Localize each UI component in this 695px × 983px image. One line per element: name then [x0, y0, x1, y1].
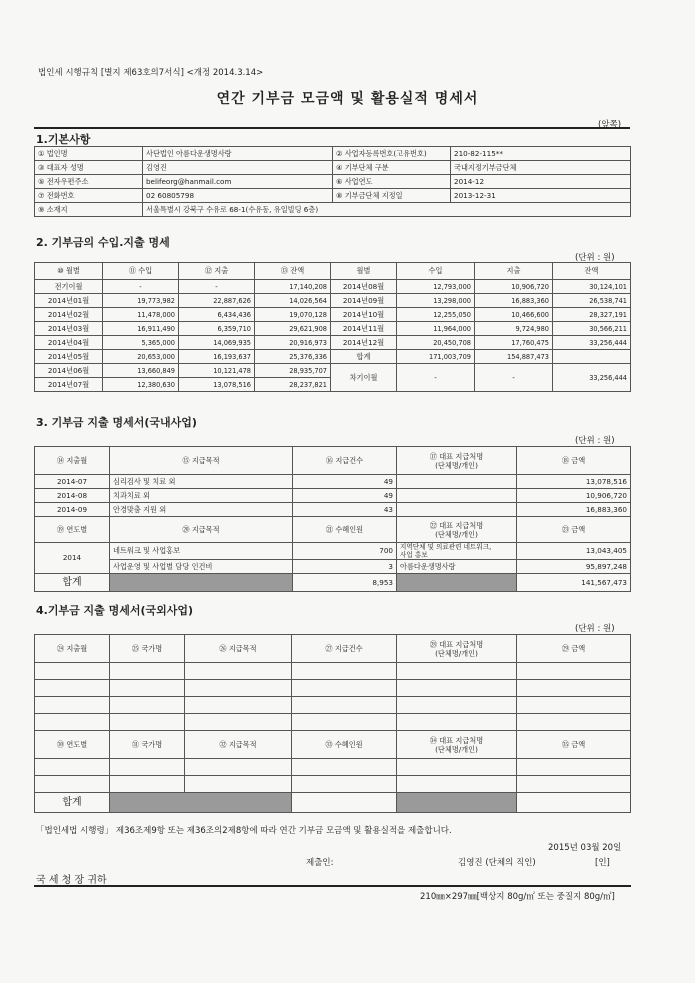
cell: 치과치료 외 [110, 489, 293, 503]
cell [517, 759, 631, 776]
basic-info-table [34, 146, 631, 217]
table-header-row [35, 263, 631, 280]
header-cell: 잔액 [553, 263, 631, 280]
cell: 29,621,908 [255, 322, 331, 336]
header-line: (단체명/개인) [435, 529, 478, 539]
cell [35, 680, 110, 697]
cell [397, 714, 517, 731]
cell [553, 350, 631, 364]
cell: 141,567,473 [517, 574, 631, 592]
cell: 49 [293, 475, 397, 489]
cell: 9,724,980 [475, 322, 553, 336]
table-row [35, 543, 631, 560]
header-cell: ㉙ 금액 [517, 635, 631, 663]
header-cell: 월별 [331, 263, 397, 280]
cell: 154,887,473 [475, 350, 553, 364]
cell [292, 663, 397, 680]
cell: 10,906,720 [517, 489, 631, 503]
cell: 2014년10월 [331, 308, 397, 322]
cell: 2014년09월 [331, 294, 397, 308]
table-row [35, 560, 631, 574]
header-cell: ⑲ 연도별 [35, 517, 110, 543]
cell [110, 714, 185, 731]
cell: 33,256,444 [553, 364, 631, 392]
cell-line: 지역단체 및 의료관련 네트워크, [400, 543, 492, 551]
info-row [35, 147, 631, 161]
shaded-cell [397, 574, 517, 592]
cell: 43 [293, 503, 397, 517]
cell [110, 680, 185, 697]
submission-statement: 「법인세법 시행령」 제36조제9항 또는 제36조의2제8항에 따라 연간 기부금 모금액 및 활용실적을 제출합니다. [36, 826, 452, 836]
header-line: ⑰ 대표 지급처명 [429, 451, 484, 461]
header-cell: ⑮ 지급목적 [110, 447, 293, 475]
header-cell: ⑩ 월별 [35, 263, 103, 280]
cell: 2014년11월 [331, 322, 397, 336]
label: ④ 기부단체 구분 [333, 161, 451, 175]
section3-title: 3. 기부금 지출 명세서(국내사업) [36, 416, 197, 429]
cell [110, 776, 185, 793]
cell: 안경맞춤 지원 외 [110, 503, 293, 517]
cell [35, 697, 110, 714]
table-row [35, 308, 631, 322]
table-header-row [35, 731, 631, 759]
label: ② 사업자등록번호(고유번호) [333, 147, 451, 161]
header-line: ㉘ 대표 지급처명 [429, 639, 484, 649]
cell: 전기이월 [35, 280, 103, 294]
cell [517, 793, 631, 813]
cell: - [397, 364, 475, 392]
cell: 2014년02월 [35, 308, 103, 322]
submission-date: 2015년 03월 20일 [548, 843, 622, 853]
header-cell: ㉓ 금액 [517, 517, 631, 543]
cell: 17,760,475 [475, 336, 553, 350]
cell: 12,380,630 [103, 378, 179, 392]
cell [185, 714, 292, 731]
header-line: (단체명/개인) [435, 744, 478, 754]
cell [517, 663, 631, 680]
table-row [35, 697, 631, 714]
header-cell: ㉜ 지급목적 [185, 731, 292, 759]
header-cell: ⑪ 수입 [103, 263, 179, 280]
cell: 16,883,360 [475, 294, 553, 308]
header-cell: 지출 [475, 263, 553, 280]
cell: 171,003,709 [397, 350, 475, 364]
section2-unit: (단위 : 원) [575, 253, 615, 263]
value: 사단법인 아름다운생명사랑 [143, 147, 333, 161]
header-cell: ㉕ 국가명 [110, 635, 185, 663]
header-cell: ㉔ 지출월 [35, 635, 110, 663]
table-row [35, 280, 631, 294]
cell [292, 697, 397, 714]
section4-title: 4.기부금 지출 명세서(국외사업) [36, 604, 194, 617]
table-row [35, 322, 631, 336]
address-value: 서울특별시 강북구 수유로 68-1(수유동, 유일빌딩 6층) [143, 203, 631, 217]
cell: 6,359,710 [179, 322, 255, 336]
cell [110, 663, 185, 680]
total-label: 합계 [35, 793, 110, 813]
table-row [35, 294, 631, 308]
cell: 2014년08월 [331, 280, 397, 294]
cell: 사업운영 및 사업별 담당 인건비 [110, 560, 293, 574]
header-cell: ⑫ 지출 [179, 263, 255, 280]
cell: 5,365,000 [103, 336, 179, 350]
cell: 28,237,821 [255, 378, 331, 392]
cell: 26,538,741 [553, 294, 631, 308]
cell [397, 776, 517, 793]
cell [517, 776, 631, 793]
cell: 30,124,101 [553, 280, 631, 294]
cell: 11,964,000 [397, 322, 475, 336]
table-row [35, 503, 631, 517]
cell: 2014년06월 [35, 364, 103, 378]
total-label: 합계 [35, 574, 110, 592]
info-row [35, 161, 631, 175]
header-cell: ㉛ 국가명 [110, 731, 185, 759]
cell: 49 [293, 489, 397, 503]
header-cell: ⑱ 금액 [517, 447, 631, 475]
cell: 13,043,405 [517, 543, 631, 560]
header-line: ㉞ 대표 지급처명 [429, 735, 484, 745]
header-line: (단체명/개인) [435, 648, 478, 658]
cell: 8,953 [293, 574, 397, 592]
label: ⑤ 전자우편주소 [35, 175, 143, 189]
shaded-cell [397, 793, 517, 813]
label: ⑨ 소재지 [35, 203, 143, 217]
cell [35, 776, 110, 793]
shaded-cell [110, 793, 292, 813]
info-row [35, 203, 631, 217]
cell [397, 503, 517, 517]
cell: 13,660,849 [103, 364, 179, 378]
cell: 3 [293, 560, 397, 574]
cell: 10,906,720 [475, 280, 553, 294]
seal-mark: [인] [595, 858, 610, 868]
header-cell: ⑬ 잔액 [255, 263, 331, 280]
submitter-label: 제출인: [306, 858, 334, 868]
cell [35, 663, 110, 680]
cell: 16,883,360 [517, 503, 631, 517]
cell: 16,911,490 [103, 322, 179, 336]
total-cell: 합계 [331, 350, 397, 364]
cell: 13,298,000 [397, 294, 475, 308]
cell: - [103, 280, 179, 294]
cell [35, 759, 110, 776]
cell: 13,078,516 [517, 475, 631, 489]
recipient: 국 세 청 장 귀하 [36, 875, 107, 886]
cell: 11,478,000 [103, 308, 179, 322]
year-cell: 2014 [35, 543, 110, 574]
cell [397, 759, 517, 776]
cell: 19,070,128 [255, 308, 331, 322]
label: ⑧ 기부금단체 지정일 [333, 189, 451, 203]
cell: 22,887,626 [179, 294, 255, 308]
header-cell: ㉝ 수혜인원 [292, 731, 397, 759]
cell: 12,255,050 [397, 308, 475, 322]
table-row [35, 759, 631, 776]
table-header-row [35, 517, 631, 543]
table-header-row [35, 447, 631, 475]
cell: 33,256,444 [553, 336, 631, 350]
table-row [35, 776, 631, 793]
submitter-name: 김영진 (단체의 직인) [458, 858, 536, 868]
header-cell: ⑳ 지급목적 [110, 517, 293, 543]
cell: 12,793,000 [397, 280, 475, 294]
cell: 10,121,478 [179, 364, 255, 378]
cell: 2014-07 [35, 475, 110, 489]
cell: 700 [293, 543, 397, 560]
cell: 14,069,935 [179, 336, 255, 350]
cell [397, 680, 517, 697]
total-row [35, 574, 631, 592]
header-line: ㉒ 대표 지급처명 [429, 520, 484, 530]
cell: 30,566,211 [553, 322, 631, 336]
cell [517, 680, 631, 697]
table-row [35, 663, 631, 680]
cell [185, 759, 292, 776]
page-side: (앞쪽) [598, 120, 622, 130]
cell [185, 776, 292, 793]
cell: - [475, 364, 553, 392]
section3-unit: (단위 : 원) [575, 436, 615, 446]
cell: 아름다운생명사랑 [397, 560, 517, 574]
cell [35, 714, 110, 731]
cell: 28,327,191 [553, 308, 631, 322]
cell: 네트워크 및 사업홍보 [110, 543, 293, 560]
cell [397, 543, 517, 560]
shaded-cell [110, 574, 293, 592]
cell [517, 714, 631, 731]
header-cell: ㉖ 지급목적 [185, 635, 292, 663]
cell: 95,897,248 [517, 560, 631, 574]
cell: 19,773,982 [103, 294, 179, 308]
cell [185, 697, 292, 714]
cell: 2014년12월 [331, 336, 397, 350]
overseas-expense-table [34, 634, 631, 813]
carry-forward-cell: 차기이월 [331, 364, 397, 392]
bottom-rule [34, 885, 631, 887]
table-row [35, 475, 631, 489]
cell [292, 680, 397, 697]
header-cell: ⑯ 지급건수 [293, 447, 397, 475]
cell: 13,078,516 [179, 378, 255, 392]
cell: 2014년07월 [35, 378, 103, 392]
cell: 17,140,208 [255, 280, 331, 294]
value: 국내지정기부금단체 [451, 161, 631, 175]
cell: 25,376,336 [255, 350, 331, 364]
label: ① 법인명 [35, 147, 143, 161]
cell [397, 489, 517, 503]
cell-line: 사업 홍보 [400, 551, 428, 559]
header-cell: ㉗ 지급건수 [292, 635, 397, 663]
label: ⑦ 전화번호 [35, 189, 143, 203]
header-cell: ㉑ 수혜인원 [293, 517, 397, 543]
table-row [35, 336, 631, 350]
cell: 16,193,637 [179, 350, 255, 364]
top-rule [34, 127, 630, 129]
header-cell [397, 447, 517, 475]
cell [110, 697, 185, 714]
cell: 2014년05월 [35, 350, 103, 364]
cell [292, 793, 397, 813]
cell: 14,026,564 [255, 294, 331, 308]
value: belifeorg@hanmail.com [143, 175, 333, 189]
income-expense-table [34, 262, 631, 392]
header-cell: ㉚ 연도별 [35, 731, 110, 759]
cell [397, 697, 517, 714]
table-row [35, 680, 631, 697]
info-row [35, 175, 631, 189]
cell [397, 663, 517, 680]
cell: 2014년04월 [35, 336, 103, 350]
page-title: 연간 기부금 모금액 및 활용실적 명세서 [216, 91, 479, 107]
cell: 28,935,707 [255, 364, 331, 378]
table-row [35, 350, 631, 364]
form-reference: 법인세 시행규칙 [별지 제63호의7서식] <개정 2014.3.14> [38, 68, 264, 78]
cell: 심리검사 및 치료 외 [110, 475, 293, 489]
paper-spec: 210㎜×297㎜[백상지 80g/㎡ 또는 중질지 80g/㎡] [420, 892, 615, 902]
cell: 2014년01월 [35, 294, 103, 308]
header-cell: ㉟ 금액 [517, 731, 631, 759]
header-cell: ⑭ 지출월 [35, 447, 110, 475]
header-cell [397, 517, 517, 543]
section1-title: 1.기본사항 [36, 133, 91, 146]
table-row [35, 714, 631, 731]
value: 2014-12 [451, 175, 631, 189]
table-header-row [35, 635, 631, 663]
cell: 2014-09 [35, 503, 110, 517]
cell: 20,916,973 [255, 336, 331, 350]
cell: - [179, 280, 255, 294]
cell: 20,653,000 [103, 350, 179, 364]
table-row [35, 364, 631, 378]
cell [110, 759, 185, 776]
cell [292, 759, 397, 776]
label: ③ 대표자 성명 [35, 161, 143, 175]
header-line: (단체명/개인) [435, 460, 478, 470]
section2-title: 2. 기부금의 수입.지출 명세 [36, 236, 170, 249]
cell: 2014년03월 [35, 322, 103, 336]
cell [185, 663, 292, 680]
value: 02 60805798 [143, 189, 333, 203]
cell: 6,434,436 [179, 308, 255, 322]
header-cell: 수입 [397, 263, 475, 280]
cell [292, 776, 397, 793]
table-row [35, 489, 631, 503]
cell [185, 680, 292, 697]
section4-unit: (단위 : 원) [575, 624, 615, 634]
header-cell [397, 635, 517, 663]
cell: 2014-08 [35, 489, 110, 503]
info-row [35, 189, 631, 203]
cell: 10,466,600 [475, 308, 553, 322]
value: 2013-12-31 [451, 189, 631, 203]
domestic-expense-table [34, 446, 631, 592]
cell: 20,450,708 [397, 336, 475, 350]
value: 김영진 [143, 161, 333, 175]
value: 210-82-115** [451, 147, 631, 161]
total-row [35, 793, 631, 813]
header-cell [397, 731, 517, 759]
label: ⑥ 사업연도 [333, 175, 451, 189]
cell [292, 714, 397, 731]
cell [397, 475, 517, 489]
cell [517, 697, 631, 714]
